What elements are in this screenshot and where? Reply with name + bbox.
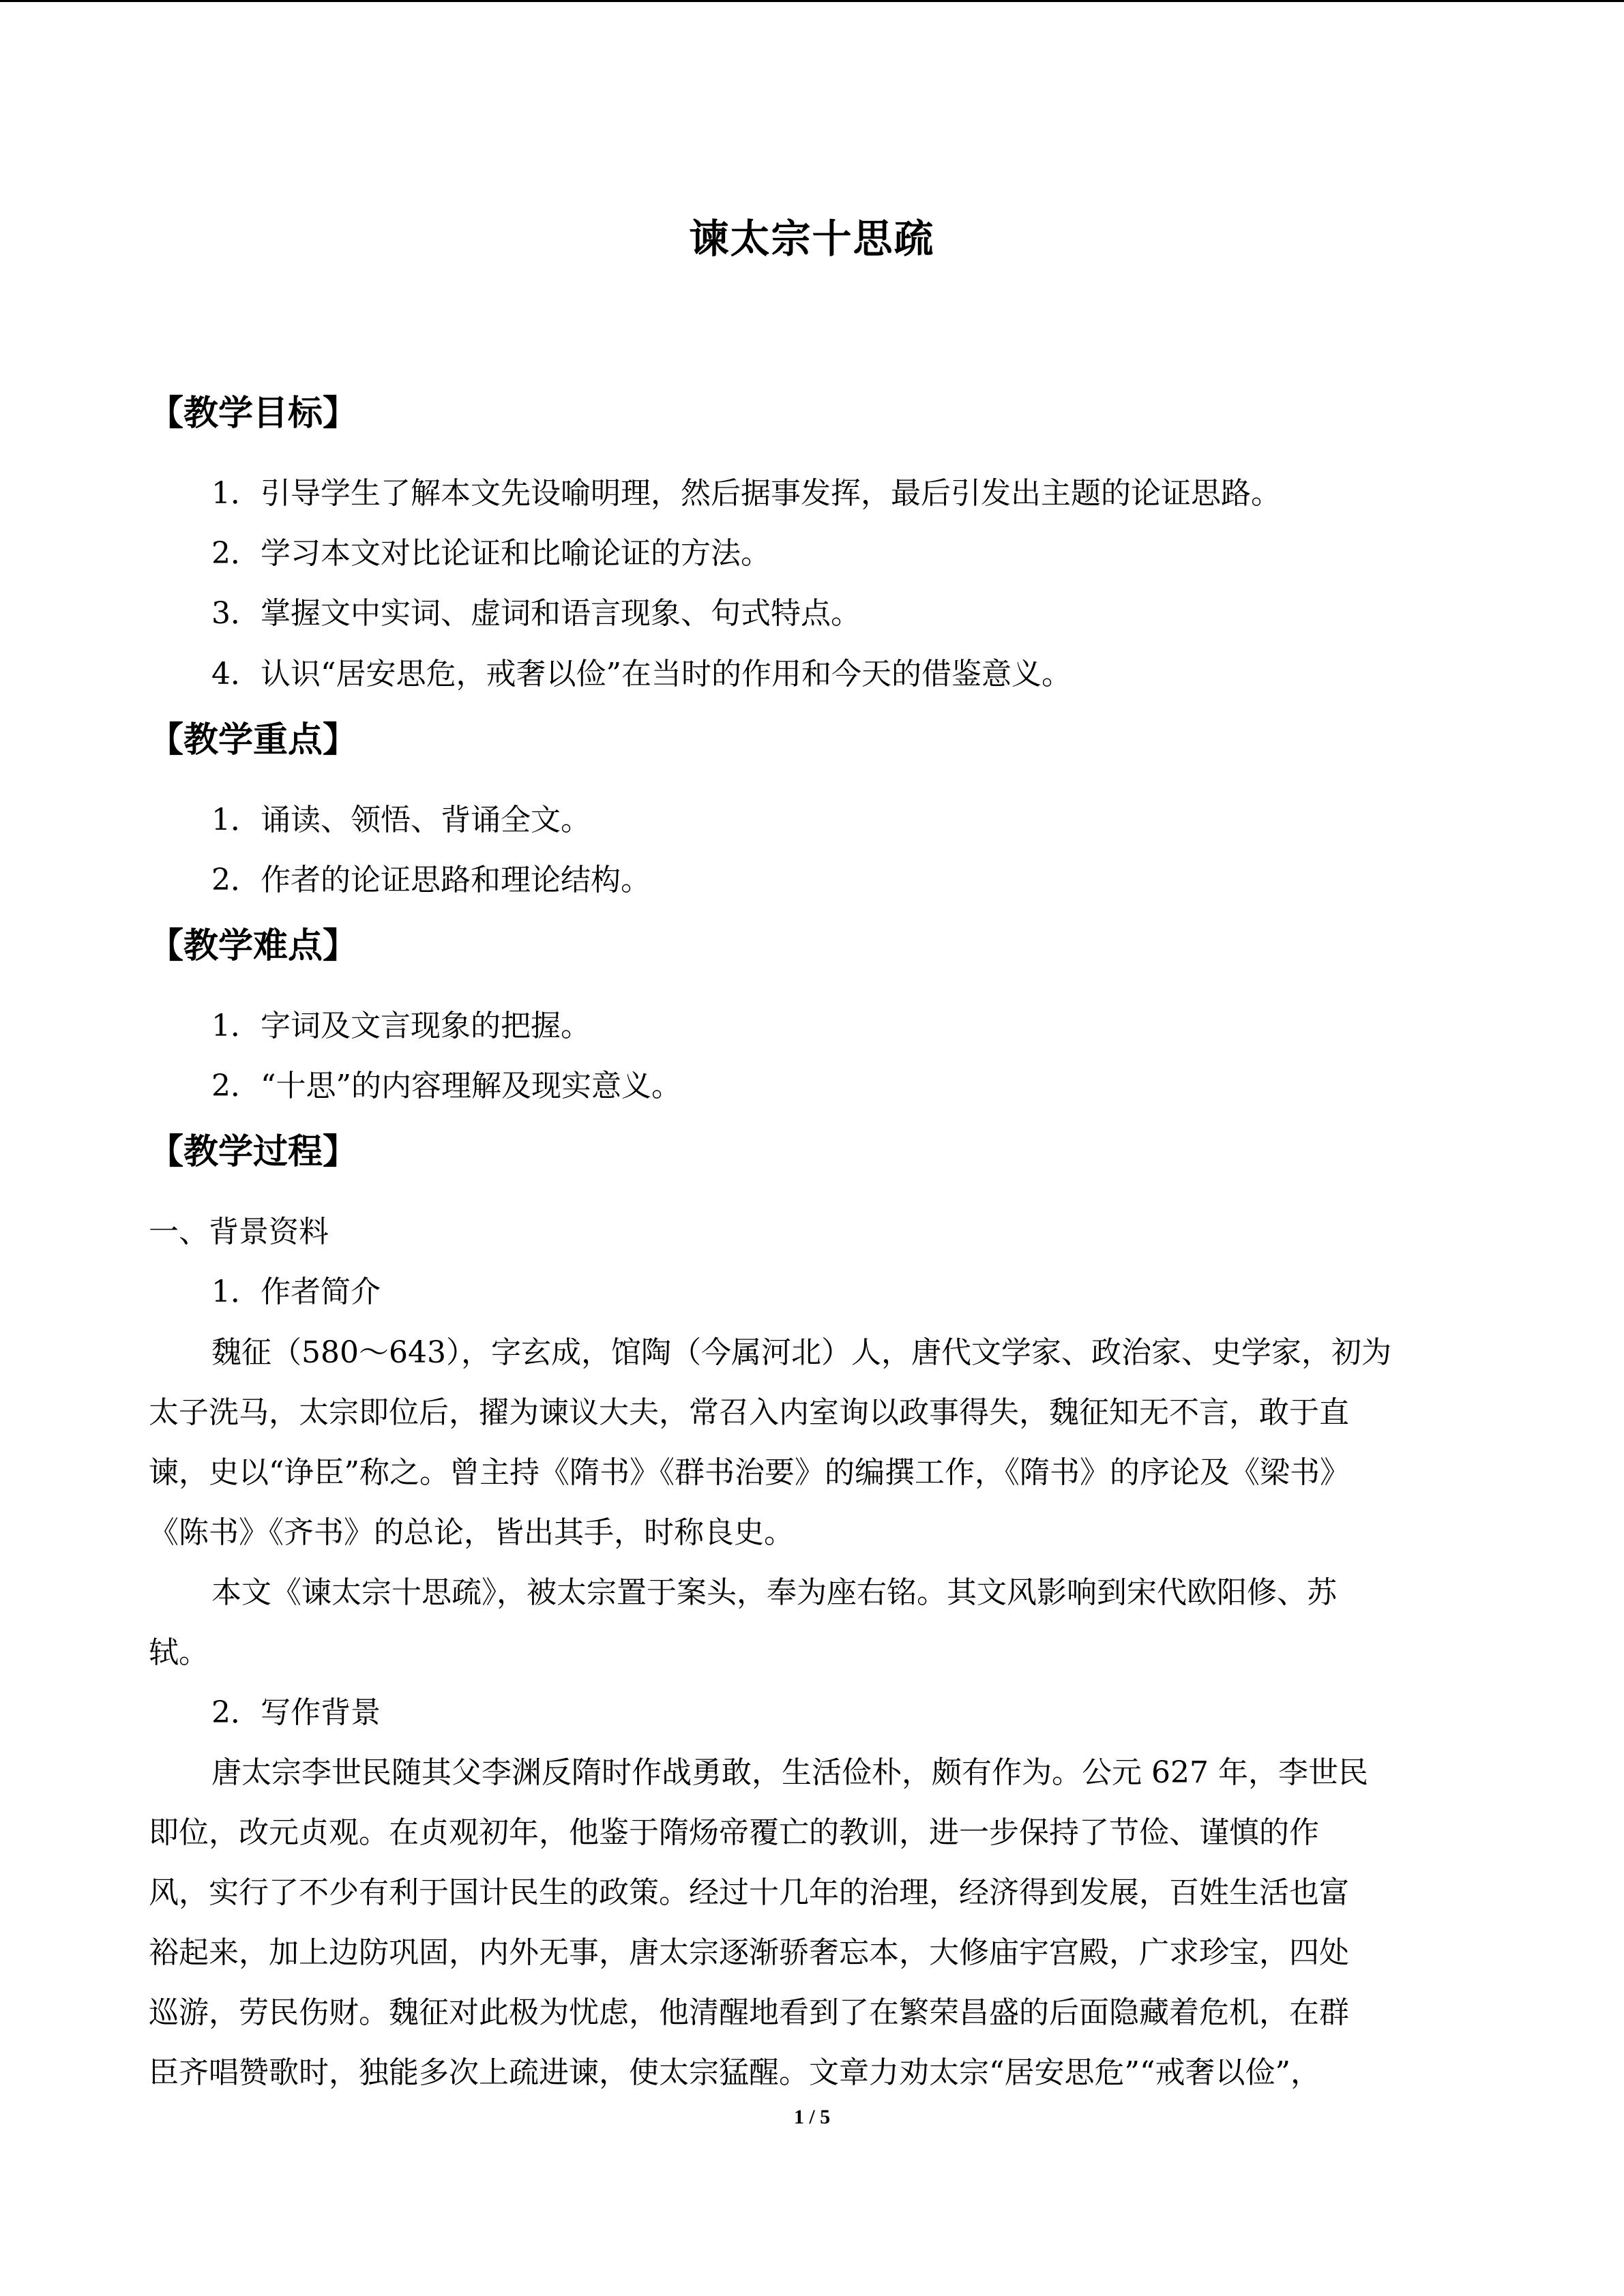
heading-teaching-process: 【教学过程】 xyxy=(149,1131,358,1172)
goal-item-2: 2．学习本文对比论证和比喻论证的方法。 xyxy=(211,536,771,571)
paragraph-line: 谏，史以“诤臣”称之。曾主持《隋书》《群书治要》的编撰工作，《隋书》的序论及《梁书》 xyxy=(149,1455,1350,1490)
difficulty-item-1: 1．字词及文言现象的把握。 xyxy=(211,1009,591,1043)
paragraph-line: 即位，改元贞观。在贞观初年，他鉴于隋炀帝覆亡的教训，进一步保持了节俭、谨慎的作 xyxy=(149,1815,1319,1850)
paragraph-line: 《陈书》《齐书》的总论，皆出其手，时称良史。 xyxy=(149,1515,794,1550)
heading-difficulties: 【教学难点】 xyxy=(149,925,358,966)
paragraph-line: 太子洗马，太宗即位后，擢为谏议大夫，常召入内室询以政事得失，魏征知无不言，敢于直 xyxy=(149,1395,1349,1430)
part-title-background: 一、背景资料 xyxy=(149,1214,329,1249)
paragraph-line: 唐太宗李世民随其父李渊反隋时作战勇敢，生活俭朴，颇有作为。公元 627 年，李世民 xyxy=(211,1755,1368,1790)
goal-item-1: 1．引导学生了解本文先设喻明理，然后据事发挥，最后引发出主题的论证思路。 xyxy=(211,476,1281,511)
subtitle-author-intro: 1．作者简介 xyxy=(211,1274,381,1309)
paragraph-line: 巡游，劳民伤财。魏征对此极为忧虑，他清醒地看到了在繁荣昌盛的后面隐藏着危机，在群 xyxy=(149,1995,1349,2030)
paragraph-line: 风，实行了不少有利于国计民生的政策。经过十几年的治理，经济得到发展，百姓生活也富 xyxy=(149,1875,1349,1910)
paragraph-line: 裕起来，加上边防巩固，内外无事，唐太宗逐渐骄奢忘本，大修庙宇宫殿，广求珍宝，四处 xyxy=(149,1935,1349,1970)
subtitle-writing-background: 2．写作背景 xyxy=(211,1695,381,1730)
paragraph-line: 轼。 xyxy=(149,1635,209,1670)
heading-teaching-goals: 【教学目标】 xyxy=(149,393,358,434)
difficulty-item-2: 2．“十思”的内容理解及现实意义。 xyxy=(211,1069,681,1103)
document-title: 谏太宗十思疏 xyxy=(689,215,935,262)
paragraph-line: 臣齐唱赞歌时，独能多次上疏进谏，使太宗猛醒。文章力劝太宗“居安思危”“戒奢以俭”， xyxy=(149,2055,1320,2090)
paragraph-line: 本文《谏太宗十思疏》，被太宗置于案头，奉为座右铭。其文风影响到宋代欧阳修、苏 xyxy=(211,1575,1337,1610)
goal-item-4: 4．认识“居安思危，戒奢以俭”在当时的作用和今天的借鉴意义。 xyxy=(211,657,1072,691)
key-point-item-2: 2．作者的论证思路和理论结构。 xyxy=(211,863,651,897)
heading-key-points: 【教学重点】 xyxy=(149,719,358,760)
paragraph-line: 魏征（580～643），字玄成，馆陶（今属河北）人，唐代文学家、政治家、史学家，初为 xyxy=(211,1335,1391,1370)
key-point-item-1: 1．诵读、领悟、背诵全文。 xyxy=(211,803,591,837)
page-number: 1 / 5 xyxy=(793,2106,831,2128)
top-border-rule xyxy=(0,0,1624,2)
goal-item-3: 3．掌握文中实词、虚词和语言现象、句式特点。 xyxy=(211,596,861,631)
